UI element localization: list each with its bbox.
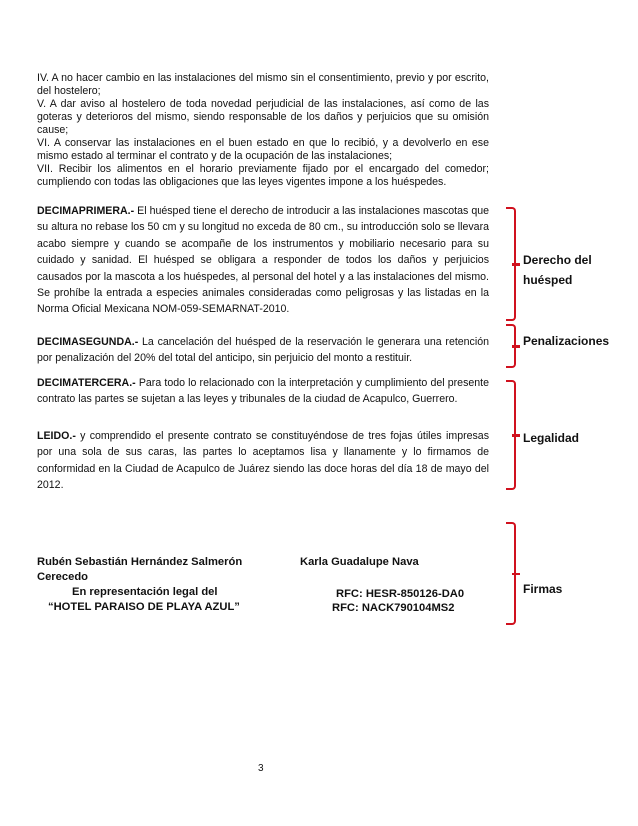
clause-vi: VI. A conservar las instalaciones en el buen estado en que lo recibió, y a devolverlo en ese mismo estado al terminar el contrato y de la ocupación de las instalaciones; <box>37 137 489 162</box>
clause-vii: VII. Recibir los alimentos en el horario previamente fijado por el encargado del comedor; cumpliendo con todas las obligaciones que las leyes vigentes impone a los huéspedes. <box>37 163 489 188</box>
paragraph-text: El huésped tiene el derecho de introducir a las instalaciones mascotas que su altura no rebase los 50 cm y su longitud no exceda de 80 cm., su introducción solo se llevara acabo siempre y cuando se acompañe de los instrumentos y mobiliario necesario para su cuidado y sanidad. El huésped se obligara a responder de todos los daños y perjuicios causados por la mascota a los huéspedes, al personal del hotel y a las instalaciones del mismo. Se prohíbe la entrada a especies animales consideradas como peligrosas y las listadas en la Norma Oficial Mexicana NOM-059-SEMARNAT-2010. <box>37 205 489 316</box>
annotation-firmas: Firmas <box>523 582 563 596</box>
annotation-derecho <box>523 250 592 290</box>
paragraph-text: y comprendido el presente contrato se constituyéndose de tres fojas útiles impresas por una sola de sus caras, las partes lo aceptamos lisa y llanamente y lo firmamos de conformidad en la Ciudad de Acapulco de Juárez siendo las doce horas del día 18 de mayo del 2012. <box>37 430 489 492</box>
signature-right-name: Karla Guadalupe Nava <box>300 556 419 568</box>
bracket-derecho <box>506 207 516 321</box>
signature-left-company: “HOTEL PARAISO DE PLAYA AZUL” <box>48 601 240 613</box>
annotation-penalizaciones: Penalizaciones <box>523 334 610 348</box>
paragraph-text: La cancelación del huésped de la reservación le generara una retención por penalización del 20% del total del anticipo, sin perjuicio del monto a restituir. <box>37 336 489 365</box>
annotation-derecho-line1: Derecho del <box>523 253 592 267</box>
paragraph-heading: DECIMASEGUNDA.- <box>37 336 139 348</box>
annotation-derecho-line2: huésped <box>523 273 573 287</box>
signature-right-rfc1: RFC: HESR-850126-DA0 <box>336 588 465 600</box>
bracket-firmas <box>506 522 516 625</box>
signature-left-name <box>37 555 242 585</box>
paragraph-decimatercera <box>37 375 489 408</box>
bracket-tick <box>512 263 520 266</box>
annotation-legalidad: Legalidad <box>523 431 580 445</box>
bracket-tick <box>512 434 520 437</box>
paragraph-decimasegunda <box>37 334 489 367</box>
paragraph-text: Para todo lo relacionado con la interpretación y cumplimiento del presente contrato las partes se sujetan a las leyes y tribunales de la ciudad de Acapulco, Guerrero. <box>37 377 489 406</box>
page-number: 3 <box>258 763 264 774</box>
clause-list <box>37 72 489 189</box>
paragraph-heading: LEIDO.- <box>37 430 76 442</box>
signature-left-name-line1: Rubén Sebastián Hernández Salmerón <box>37 556 243 568</box>
paragraph-heading: DECIMAPRIMERA.- <box>37 205 135 217</box>
paragraph-decimaprimera <box>37 203 489 318</box>
bracket-tick <box>512 345 520 348</box>
bracket-legalidad <box>506 380 516 490</box>
signature-left-role: En representación legal del <box>72 586 218 598</box>
signature-right-rfc2: RFC: NACK790104MS2 <box>332 602 455 614</box>
clause-v: V. A dar aviso al hostelero de toda novedad perjudicial de las instalaciones, así como de las goteras y deterioros del mismo, siendo responsable de los daños y perjuicios que su omisión cause; <box>37 98 489 136</box>
bracket-penalizaciones <box>506 324 516 368</box>
signature-left-name-line2: Cerecedo <box>37 571 88 583</box>
paragraph-leido <box>37 428 489 494</box>
clause-iv: IV. A no hacer cambio en las instalaciones del mismo sin el consentimiento, previo y por escrito, del hostelero; <box>37 72 489 97</box>
bracket-tick <box>512 573 520 576</box>
paragraph-heading: DECIMATERCERA.- <box>37 377 136 389</box>
